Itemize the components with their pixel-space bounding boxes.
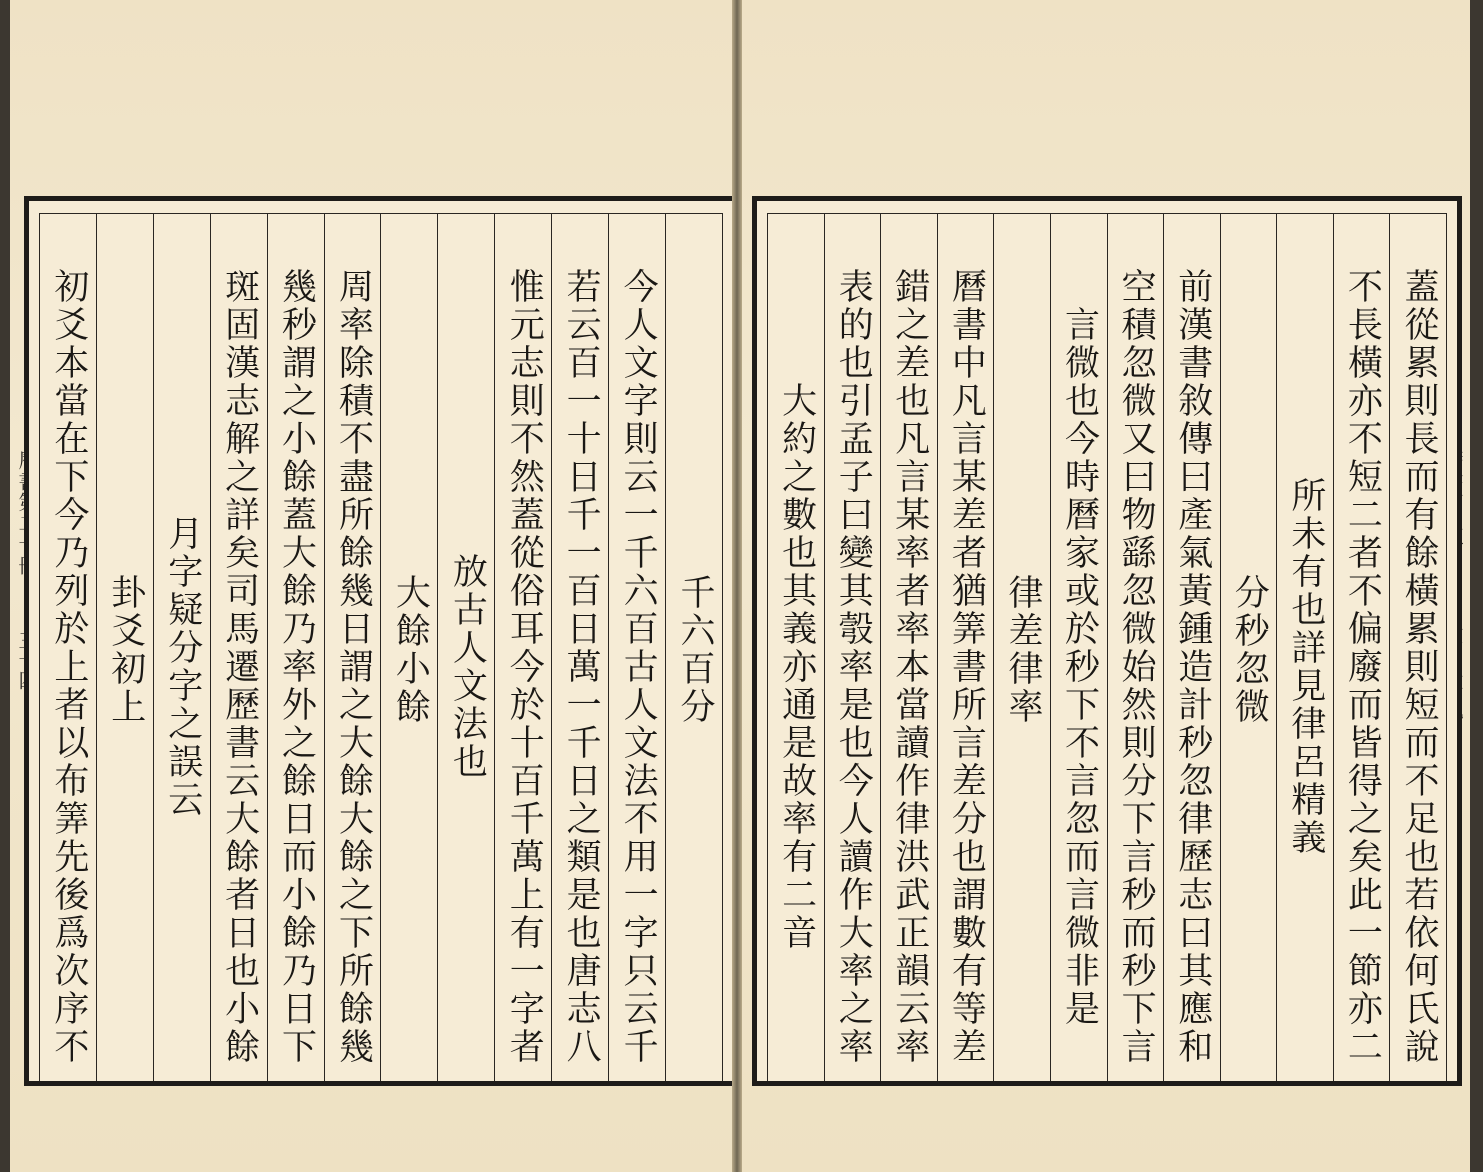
section-heading: 律差律率 bbox=[1002, 574, 1043, 726]
column-text: 幾秒謂之小餘蓋大餘乃率外之餘日而小餘乃日下 bbox=[276, 268, 317, 1066]
text-column bbox=[608, 214, 665, 1081]
section-heading: 大餘小餘 bbox=[390, 574, 431, 726]
section-heading: 卦爻初上 bbox=[105, 574, 146, 726]
column-text: 曆書中凡言某差者猶筭書所言差分也謂數有等差 bbox=[946, 268, 987, 1066]
text-column bbox=[551, 214, 608, 1081]
column-text: 若云百一十日千一百日萬一千日之類是也唐志八 bbox=[561, 268, 602, 1066]
text-column bbox=[1389, 214, 1446, 1081]
text-column bbox=[153, 214, 210, 1081]
column-text: 錯之差也凡言某率者率本當讀作律洪武正韻云率 bbox=[889, 268, 930, 1066]
column-text: 前漢書敘傳曰產氣黃鍾造計秒忽律歷志曰其應和 bbox=[1172, 268, 1213, 1066]
text-column bbox=[665, 214, 722, 1081]
left-page-frame bbox=[24, 196, 738, 1086]
column-text: 放古人文法也 bbox=[447, 553, 488, 781]
text-column bbox=[1220, 214, 1277, 1081]
right-page bbox=[742, 0, 1470, 1172]
section-heading: 千六百分 bbox=[675, 574, 715, 726]
book-gutter bbox=[732, 0, 742, 1172]
column-text: 周率除積不盡所餘幾日謂之大餘大餘之下所餘幾 bbox=[333, 268, 374, 1066]
column-text: 大約之數也其義亦通是故率有二音 bbox=[776, 382, 817, 952]
column-text: 空積忽微又曰物繇忽微始然則分下言秒而秒下言 bbox=[1116, 268, 1157, 1066]
column-text: 今人文字則云一千六百古人文法不用一字只云千 bbox=[618, 268, 659, 1066]
text-column bbox=[494, 214, 551, 1081]
text-column bbox=[1050, 214, 1107, 1081]
text-column bbox=[1333, 214, 1390, 1081]
text-column bbox=[768, 214, 824, 1081]
column-text: 所未有也詳見律呂精義 bbox=[1285, 477, 1326, 857]
text-column bbox=[437, 214, 494, 1081]
text-column bbox=[937, 214, 994, 1081]
right-page-frame bbox=[752, 196, 1462, 1086]
column-text: 惟元志則不然蓋從俗耳今於十百千萬上有一字者 bbox=[504, 268, 545, 1066]
left-page bbox=[10, 0, 732, 1172]
column-text: 言微也今時曆家或於秒下不言忽而言微非是 bbox=[1059, 306, 1100, 1028]
text-column bbox=[1107, 214, 1164, 1081]
text-column bbox=[880, 214, 937, 1081]
left-page-columns bbox=[39, 213, 723, 1081]
text-column bbox=[324, 214, 381, 1081]
text-column bbox=[1163, 214, 1220, 1081]
text-column bbox=[210, 214, 267, 1081]
column-text: 不長橫亦不短二者不偏廢而皆得之矣此一節亦二 bbox=[1342, 268, 1383, 1066]
column-text: 表的也引孟子曰變其彀率是也今人讀作大率之率 bbox=[833, 268, 874, 1066]
column-text: 斑固漢志解之詳矣司馬遷歷書云大餘者日也小餘 bbox=[219, 268, 260, 1066]
column-text: 月字疑分字之誤云 bbox=[162, 515, 203, 819]
text-column bbox=[993, 214, 1050, 1081]
right-page-columns bbox=[767, 213, 1447, 1081]
text-column bbox=[824, 214, 881, 1081]
text-column bbox=[267, 214, 324, 1081]
column-text: 蓋從累則長而有餘橫累則短而不足也若依何氏說 bbox=[1399, 268, 1439, 1066]
text-column bbox=[40, 214, 96, 1081]
text-column bbox=[380, 214, 437, 1081]
column-text: 初爻本當在下今乃列於上者以布筭先後爲次序不 bbox=[48, 268, 89, 1066]
text-column bbox=[1276, 214, 1333, 1081]
text-column bbox=[96, 214, 153, 1081]
section-heading: 分秒忽微 bbox=[1229, 574, 1270, 726]
